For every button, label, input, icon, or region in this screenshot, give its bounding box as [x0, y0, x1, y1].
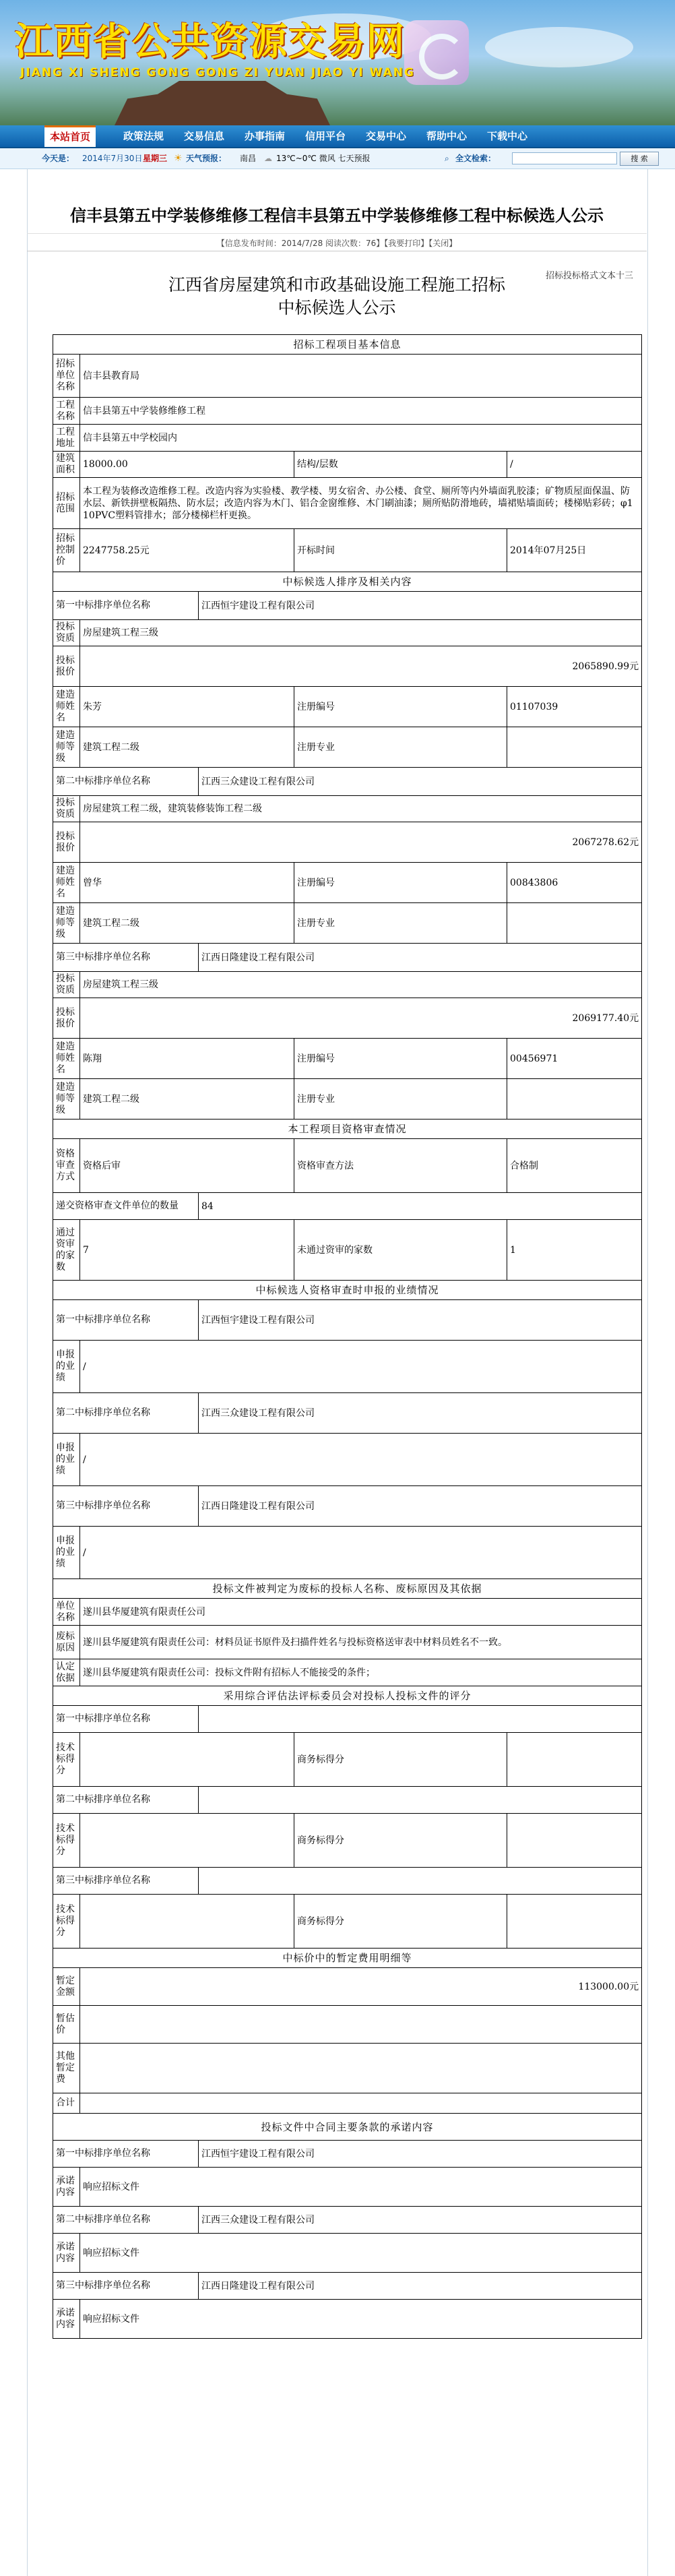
- label-owner: 招标单位名称: [53, 355, 80, 398]
- candidate-1-major: [507, 727, 642, 768]
- biz-score-1-value: [507, 1733, 642, 1787]
- section-commitments: 投标文件中合同主要条款的承诺内容: [53, 2114, 642, 2141]
- label-builder: 建造师姓名: [53, 863, 80, 903]
- section-performance: 中标候选人资格审查时申报的业绩情况: [53, 1281, 642, 1300]
- candidate-2-level: 建筑工程二级: [80, 903, 294, 944]
- open-time-value: 2014年07月25日: [507, 529, 642, 572]
- failed-count-value: 1: [507, 1220, 642, 1281]
- tech-score-2-value: [80, 1814, 294, 1868]
- section-candidates: 中标候选人排序及相关内容: [53, 572, 642, 592]
- label-other-provisional: 其他暂定费: [53, 2044, 80, 2093]
- label-candidate-2: 第二中标排序单位名称: [53, 1787, 199, 1814]
- tech-score-1-value: [80, 1733, 294, 1787]
- page-title: 信丰县第五中学装修维修工程信丰县第五中学装修维修工程中标候选人公示: [70, 206, 604, 225]
- doc-template-note: 招标投标格式文本十三: [545, 271, 633, 281]
- label-candidate-3: 第三中标排序单位名称: [53, 1868, 199, 1895]
- candidate-3-reg-no: 00456971: [507, 1039, 642, 1079]
- weather-icon: ☀: [174, 153, 183, 164]
- owner-value: 信丰县教育局: [80, 355, 642, 398]
- candidate-2-builder: 曾华: [80, 863, 294, 903]
- section-invalid-bids: 投标文件被判定为废标的投标人名称、废标原因及其依据: [53, 1579, 642, 1599]
- invalid-reason-value: 遂川县华厦建筑有限责任公司：材料员证书原件及扫描件姓名与投标资格送审表中材料员姓名不一致。: [80, 1626, 642, 1659]
- label-builder: 建造师姓名: [53, 687, 80, 727]
- candidate-3-major: [507, 1079, 642, 1120]
- search-label: 全文检索：: [455, 154, 496, 163]
- cloud-icon: ☁: [264, 154, 272, 163]
- doc-title-line2: 中标候选人公示: [278, 298, 396, 317]
- label-candidate-1: 第一中标排序单位名称: [53, 592, 199, 620]
- candidate-3-name: 江西日隆建设工程有限公司: [199, 944, 642, 972]
- label-site: 工程地址: [53, 425, 80, 452]
- weather-city: 南昌: [240, 154, 257, 163]
- label-candidate-2: 第二中标排序单位名称: [53, 2207, 199, 2234]
- label-commitment: 承诺内容: [53, 2300, 80, 2339]
- candidate-3-level: 建筑工程二级: [80, 1079, 294, 1120]
- site-name[interactable]: 江西省公共资源交易网: [15, 20, 406, 64]
- today-label: 今天是：: [42, 154, 75, 163]
- label-submitted-count: 递交资格审查文件单位的数量: [53, 1193, 199, 1220]
- label-biz-score: 商务标得分: [294, 1895, 507, 1949]
- label-candidate-3: 第三中标排序单位名称: [53, 1486, 199, 1527]
- label-performance: 申报的业绩: [53, 1527, 80, 1579]
- label-bid-price: 投标报价: [53, 822, 80, 863]
- label-performance: 申报的业绩: [53, 1341, 80, 1393]
- current-weekday: 星期三: [143, 154, 168, 163]
- label-candidate-2: 第二中标排序单位名称: [53, 768, 199, 796]
- control-price-value: 2247758.25元: [80, 529, 294, 572]
- label-commitment: 承诺内容: [53, 2168, 80, 2207]
- biz-score-3-value: [507, 1895, 642, 1949]
- section-project-info: 招标工程项目基本信息: [53, 335, 642, 355]
- invalid-unit-value: 遂川县华厦建筑有限责任公司: [80, 1599, 642, 1626]
- label-reg-no: 注册编号: [294, 1039, 507, 1079]
- label-reg-major: 注册专业: [294, 1079, 507, 1120]
- main-nav: [0, 125, 675, 148]
- label-qualification: 投标资质: [53, 972, 80, 998]
- project-name-value: 信丰县第五中学装修维修工程: [80, 398, 642, 425]
- score-candidate-1-name: [199, 1706, 642, 1733]
- label-control-price: 招标控制价: [53, 529, 80, 572]
- provisional-amount-value: 113000.00元: [80, 1968, 642, 2006]
- site-value: 信丰县第五中学校园内: [80, 425, 642, 452]
- label-candidate-1: 第一中标排序单位名称: [53, 1706, 199, 1733]
- label-candidate-2: 第二中标排序单位名称: [53, 1393, 199, 1434]
- perf-candidate-1-name: 江西恒宇建设工程有限公司: [199, 1300, 642, 1341]
- label-builder-level: 建造师等级: [53, 727, 80, 768]
- weather-forecast[interactable]: 13℃~0℃ 微风 七天预报: [276, 154, 371, 163]
- label-reg-no: 注册编号: [294, 687, 507, 727]
- label-biz-score: 商务标得分: [294, 1733, 507, 1787]
- other-provisional-value: [80, 2044, 642, 2093]
- nav-item-policy[interactable]: 政策法规: [123, 130, 164, 142]
- review-method-value: 合格制: [507, 1139, 642, 1193]
- label-candidate-3: 第三中标排序单位名称: [53, 944, 199, 972]
- info-bar: [0, 148, 675, 169]
- nav-item-home[interactable]: 本站首页: [44, 125, 96, 147]
- doc-title-line1: 江西省房屋建筑和市政基础设施工程施工招标: [168, 275, 505, 295]
- candidate-2-qualification: 房屋建筑工程二级，建筑装修装饰工程二级: [80, 796, 642, 822]
- banner-cloud: [485, 27, 633, 67]
- commit-candidate-1-value: 响应招标文件: [80, 2168, 642, 2207]
- commit-candidate-3-name: 江西日隆建设工程有限公司: [199, 2273, 642, 2300]
- candidate-2-reg-no: 00843806: [507, 863, 642, 903]
- label-open-time: 开标时间: [294, 529, 507, 572]
- label-invalid-unit: 单位名称: [53, 1599, 80, 1626]
- label-tech-score: 技术标得分: [53, 1814, 80, 1868]
- label-area: 建筑面积: [53, 452, 80, 478]
- candidate-2-name: 江西三众建设工程有限公司: [199, 768, 642, 796]
- search-input[interactable]: [512, 152, 617, 164]
- candidate-3-builder: 陈翔: [80, 1039, 294, 1079]
- label-builder-level: 建造师等级: [53, 1079, 80, 1120]
- label-candidate-1: 第一中标排序单位名称: [53, 2141, 199, 2168]
- search-icon: ⌕: [445, 154, 449, 163]
- label-reg-no: 注册编号: [294, 863, 507, 903]
- passed-count-value: 7: [80, 1220, 294, 1281]
- label-total: 合计: [53, 2093, 80, 2114]
- review-mode-value: 资格后审: [80, 1139, 294, 1193]
- commit-candidate-1-name: 江西恒宇建设工程有限公司: [199, 2141, 642, 2168]
- score-candidate-2-name: [199, 1787, 642, 1814]
- label-reg-major: 注册专业: [294, 903, 507, 944]
- label-failed-count: 未通过资审的家数: [294, 1220, 507, 1281]
- candidate-2-major: [507, 903, 642, 944]
- candidate-1-qualification: 房屋建筑工程三级: [80, 620, 642, 646]
- candidate-3-bid: 2069177.40元: [80, 998, 642, 1039]
- nav-item-credit[interactable]: 信用平台: [304, 130, 346, 142]
- label-structure: 结构/层数: [294, 452, 507, 478]
- divider: [27, 233, 647, 234]
- perf-candidate-2-name: 江西三众建设工程有限公司: [199, 1393, 642, 1434]
- nav-item-guide[interactable]: 办事指南: [244, 130, 285, 142]
- label-performance: 申报的业绩: [53, 1434, 80, 1486]
- candidate-1-level: 建筑工程二级: [80, 727, 294, 768]
- structure-value: /: [507, 452, 642, 478]
- scope-value: 本工程为装修改造维修工程。改造内容为实验楼、教学楼、男女宿舍、办公楼、食堂、厕所等内外墙面乳胶漆；矿物质屋面保温、防水层、新铁拼壁板隔热、防水层；改造内容为木门、铝合金窗维修、木门刷油漆；厕所贴防滑地砖，墙裙贴墙面砖；楼梯贴彩砖；φ110PVC塑料管排水；部分楼梯栏杆更换。: [80, 478, 642, 529]
- label-provisional-amount: 暂定金额: [53, 1968, 80, 2006]
- label-bid-price: 投标报价: [53, 998, 80, 1039]
- commit-candidate-3-value: 响应招标文件: [80, 2300, 642, 2339]
- nav-item-download[interactable]: 下载中心: [486, 130, 527, 142]
- section-scores: 采用综合评估法评标委员会对投标人投标文件的评分: [53, 1686, 642, 1706]
- candidate-2-bid: 2067278.62元: [80, 822, 642, 863]
- label-tech-score: 技术标得分: [53, 1895, 80, 1949]
- candidate-1-name: 江西恒宇建设工程有限公司: [199, 592, 642, 620]
- label-scope: 招标范围: [53, 478, 80, 529]
- weather-label: 天气预报：: [186, 154, 227, 163]
- perf-candidate-1-value: /: [80, 1341, 642, 1393]
- label-builder: 建造师姓名: [53, 1039, 80, 1079]
- perf-candidate-2-value: /: [80, 1434, 642, 1486]
- commit-candidate-2-value: 响应招标文件: [80, 2234, 642, 2273]
- nav-item-trade-center[interactable]: 交易中心: [365, 130, 406, 142]
- site-banner: [0, 0, 675, 125]
- label-candidate-3: 第三中标排序单位名称: [53, 2273, 199, 2300]
- submitted-count-value: 84: [199, 1193, 642, 1220]
- label-review-mode: 资格审查方式: [53, 1139, 80, 1193]
- label-candidate-1: 第一中标排序单位名称: [53, 1300, 199, 1341]
- area-value: 18000.00: [80, 452, 294, 478]
- label-invalid-basis: 认定依据: [53, 1659, 80, 1686]
- label-reg-major: 注册专业: [294, 727, 507, 768]
- label-tech-score: 技术标得分: [53, 1733, 80, 1787]
- search-button[interactable]: 搜 索: [620, 152, 659, 166]
- commit-candidate-2-name: 江西三众建设工程有限公司: [199, 2207, 642, 2234]
- current-date: 2014年7月30日: [82, 154, 143, 163]
- section-provisional: 中标价中的暂定费用明细等: [53, 1949, 642, 1968]
- nav-item-help[interactable]: 帮助中心: [426, 130, 467, 142]
- perf-candidate-3-value: /: [80, 1527, 642, 1579]
- total-value: [80, 2093, 642, 2114]
- candidate-1-bid: 2065890.99元: [80, 646, 642, 687]
- announcement-table: [53, 334, 642, 2339]
- label-review-method: 资格审查方法: [294, 1139, 507, 1193]
- biz-score-2-value: [507, 1814, 642, 1868]
- perf-candidate-3-name: 江西日隆建设工程有限公司: [199, 1486, 642, 1527]
- label-builder-level: 建造师等级: [53, 903, 80, 944]
- label-invalid-reason: 废标原因: [53, 1626, 80, 1659]
- pavilion-illustration: [115, 81, 330, 125]
- candidate-1-builder: 朱芳: [80, 687, 294, 727]
- label-commitment: 承诺内容: [53, 2234, 80, 2273]
- provisional-price-value: [80, 2006, 642, 2044]
- article-meta[interactable]: 【信息发布时间：2014/7/28 阅读次数：76】【我要打印】【关闭】: [216, 239, 457, 248]
- label-project-name: 工程名称: [53, 398, 80, 425]
- candidate-3-qualification: 房屋建筑工程三级: [80, 972, 642, 998]
- label-qualification: 投标资质: [53, 796, 80, 822]
- invalid-basis-value: 遂川县华厦建筑有限责任公司：投标文件附有招标人不能接受的条件；: [80, 1659, 642, 1686]
- label-bid-price: 投标报价: [53, 646, 80, 687]
- section-review: 本工程项目资格审查情况: [53, 1120, 642, 1139]
- candidate-1-reg-no: 01107039: [507, 687, 642, 727]
- score-candidate-3-name: [199, 1868, 642, 1895]
- label-biz-score: 商务标得分: [294, 1814, 507, 1868]
- label-provisional-price: 暂估价: [53, 2006, 80, 2044]
- label-passed-count: 通过资审的家数: [53, 1220, 80, 1281]
- site-pinyin: JIANG XI SHENG GONG GONG ZI YUAN JIAO YI WANG: [20, 66, 415, 80]
- label-qualification: 投标资质: [53, 620, 80, 646]
- nav-item-trade-info[interactable]: 交易信息: [183, 130, 224, 142]
- tech-score-3-value: [80, 1895, 294, 1949]
